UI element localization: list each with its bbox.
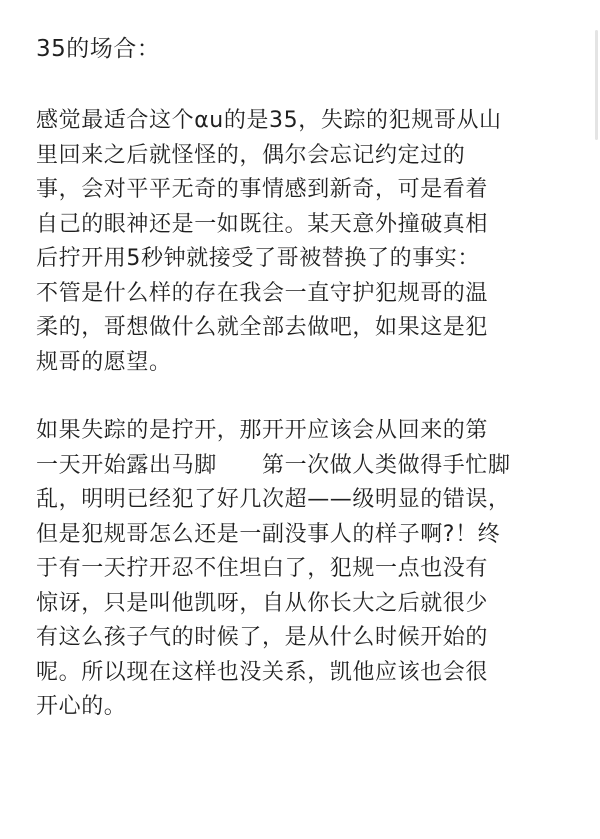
scrollbar[interactable] xyxy=(595,30,598,140)
section-heading: 35的场合： xyxy=(36,36,161,62)
paragraph-line: 于有一天拧开忍不住坦白了，犯规一点也没有 xyxy=(36,556,489,581)
paragraph-line: 事，会对平平无奇的事情感到新奇，可是看着 xyxy=(36,177,489,202)
paragraph-line: 里回来之后就怪怪的，偶尔会忘记约定过的 xyxy=(36,142,466,168)
paragraph-spacer xyxy=(36,380,566,414)
paragraph-line: 如果失踪的是拧开，那开开应该会从回来的第 xyxy=(36,418,489,443)
paragraph-line: 不管是什么样的存在我会一直守护犯规哥的温 xyxy=(36,280,489,306)
paragraph-line: 有这么孩子气的时候了，是从什么时候开始的 xyxy=(36,625,489,650)
paragraph-line: 自己的眼神还是一如既往。某天意外撞破真相 xyxy=(36,211,489,237)
paragraph-line: 呢。所以现在这样也没关系，凯他应该也会很 xyxy=(36,659,489,685)
paragraph-line: 规哥的愿望。 xyxy=(36,349,172,375)
paragraph-1 xyxy=(36,104,566,380)
paragraph-line: 乱，明明已经犯了好几次超——级明显的错误， xyxy=(36,487,511,512)
paragraph-line: 开心的。 xyxy=(36,694,127,719)
paragraph-line: 惊讶，只是叫他凯呀，自从你长大之后就很少 xyxy=(36,590,489,616)
paragraph-line: 感觉最适合这个αu的是35，失踪的犯规哥从山 xyxy=(36,108,502,133)
paragraph-2 xyxy=(36,414,566,725)
paragraph-line: 但是犯规哥怎么还是一副没事人的样子啊?！终 xyxy=(36,521,501,547)
paragraph-line: 柔的，哥想做什么就全部去做吧，如果这是犯 xyxy=(36,315,489,340)
paragraph-line: 后拧开用5秒钟就接受了哥被替换了的事实： xyxy=(36,246,480,271)
paragraph-line: 一天开始露出马脚 第一次做人类做得手忙脚 xyxy=(36,452,511,478)
